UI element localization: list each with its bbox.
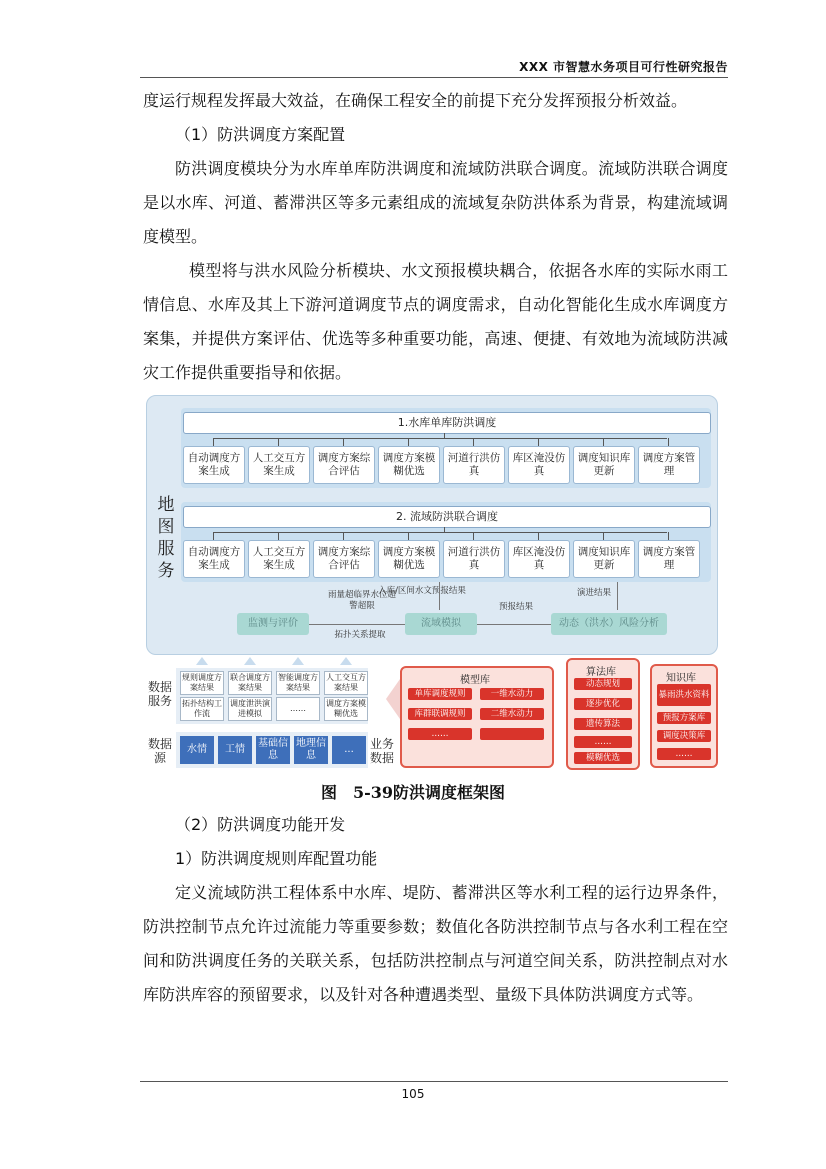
map-service-panel [146, 395, 718, 655]
up-arrow-icon [244, 657, 256, 665]
algorithm-library-title: 算法库 [586, 667, 616, 678]
figure-caption: 图 5-39防洪调度框架图 [320, 783, 506, 802]
data-source-box: 地理信息 [294, 736, 328, 764]
flood-risk-analysis-box: 动态（洪水）风险分析 [551, 613, 667, 635]
knowledge-library-title: 知识库 [666, 673, 696, 684]
connector [538, 532, 539, 540]
algorithm-item: …… [574, 736, 632, 748]
connector [213, 532, 214, 540]
section-heading-2: （2）防洪调度功能开发 [175, 815, 346, 834]
dispatch-module-box: 调度方案综合评估 [313, 446, 375, 484]
report-header-title: XXX 市智慧水务项目可行性研究报告 [519, 60, 728, 74]
up-arrow-icon [292, 657, 304, 665]
data-source-box: 工情 [218, 736, 252, 764]
model-item: 库群联调规则 [408, 708, 472, 720]
connector [617, 582, 618, 610]
footer-divider [140, 1081, 728, 1082]
dispatch-module-box: 河道行洪仿真 [443, 446, 505, 484]
model-item: 一维水动力 [480, 688, 544, 700]
paragraph-3: 定义流域防洪工程体系中水库、堤防、蓄滞洪区等水利工程的运行边界条件，防洪控制节点允许过流能力等重要参数；数值化各防洪控制节点与各水利工程在空间和防洪调度任务的关联关系，包括防洪控制点与河道空间关系，防洪控制点对水库防洪库容的预留要求，以及针对各种遭遇类型、量级下具体防洪调度方式等。 [143, 883, 728, 1004]
single-reservoir-title: 1.水库单库防洪调度 [183, 412, 711, 434]
page-number: 105 [401, 1087, 425, 1101]
data-service-box: 人工交互方案结果 [324, 671, 368, 695]
knowledge-library-panel [650, 664, 718, 768]
dispatch-module-box: 调度方案模糊优选 [378, 446, 440, 484]
topology-extract-label: 拓扑关系提取 [334, 630, 386, 640]
data-source-box: 水情 [180, 736, 214, 764]
rain-threshold-label: 雨量超临界水位超警超限 [327, 590, 396, 611]
dispatch-module-box: 调度方案管理 [638, 540, 700, 578]
subsection-heading: 1）防洪调度规则库配置功能 [175, 849, 378, 868]
data-service-box: 联合调度方案结果 [228, 671, 272, 695]
paragraph-continuation: 度运行规程发挥最大效益，在确保工程安全的前提下充分发挥预报分析效益。 [143, 91, 688, 110]
connector [477, 624, 551, 625]
data-service-box: 调度方案模糊优选 [324, 697, 368, 721]
connector [408, 532, 409, 540]
connector [668, 438, 669, 446]
connector [213, 532, 667, 533]
dispatch-module-box: 河道行洪仿真 [443, 540, 505, 578]
connector [343, 438, 344, 446]
algorithm-item: 逐步优化 [574, 698, 632, 710]
dispatch-module-box: 库区淹没仿真 [508, 540, 570, 578]
single-reservoir-group [181, 408, 711, 488]
data-service-box: 规则调度方案结果 [180, 671, 224, 695]
data-service-box: 拓扑结构工作流 [180, 697, 224, 721]
model-item: …… [408, 728, 472, 740]
connector [278, 532, 279, 540]
basin-joint-group [181, 502, 711, 582]
data-service-box: 调度泄洪演进模拟 [228, 697, 272, 721]
connector [213, 438, 667, 439]
data-service-box: 智能调度方案结果 [276, 671, 320, 695]
algorithm-library-panel [566, 658, 640, 770]
connector [439, 582, 440, 610]
forecast-result-label: 预报结果 [498, 602, 533, 612]
routing-result-label: 演进结果 [576, 588, 611, 598]
model-library-panel [400, 666, 554, 768]
dispatch-module-box: 调度方案管理 [638, 446, 700, 484]
connector [473, 438, 474, 446]
knowledge-item: 调度决策库 [657, 730, 711, 742]
dispatch-module-box: 自动调度方案生成 [183, 446, 245, 484]
connector [278, 438, 279, 446]
data-service-label: 数据服务 [147, 680, 172, 708]
flood-dispatch-framework-diagram [146, 395, 718, 773]
knowledge-item: 预报方案库 [657, 712, 711, 724]
data-source-label: 数据源 [147, 737, 172, 765]
dispatch-module-box: 调度知识库更新 [573, 540, 635, 578]
section-heading-1: （1）防洪调度方案配置 [175, 125, 346, 144]
algorithm-item: 遗传算法 [574, 718, 632, 730]
data-source-box: 基础信息 [256, 736, 290, 764]
dispatch-module-box: 调度知识库更新 [573, 446, 635, 484]
connector [386, 679, 400, 719]
data-service-box: …… [276, 697, 320, 721]
algorithm-item: 动态规划 [574, 678, 632, 690]
connector [668, 532, 669, 540]
connector [343, 532, 344, 540]
connector [309, 624, 405, 625]
connector [408, 438, 409, 446]
connector [213, 438, 214, 446]
map-service-title: 地图服务 [157, 495, 175, 581]
model-item: 单库调度规则 [408, 688, 472, 700]
up-arrow-icon [340, 657, 352, 665]
dispatch-module-box: 人工交互方案生成 [248, 540, 310, 578]
dispatch-module-box: 库区淹没仿真 [508, 446, 570, 484]
inflow-forecast-label: 入库/区间水文预报结果 [378, 586, 466, 596]
paragraph-2: 模型将与洪水风险分析模块、水文预报模块耦合，依据各水库的实际水雨工情信息、水库及其上下游河道调度节点的调度需求，自动化智能化生成水库调度方案集，并提供方案评估、优选等多种重要功能，高速、便捷、有效地为流域防洪减灾工作提供重要指导和依据。 [143, 261, 728, 382]
model-item: 二维水动力 [480, 708, 544, 720]
basin-simulation-box: 流域模拟 [405, 613, 477, 635]
up-arrow-icon [196, 657, 208, 665]
dispatch-module-box: 自动调度方案生成 [183, 540, 245, 578]
model-library-title: 模型库 [460, 675, 490, 686]
model-item [480, 728, 544, 740]
connector [603, 438, 604, 446]
monitor-evaluate-box: 监测与评价 [237, 613, 309, 635]
data-source-box: ... [332, 736, 366, 764]
dispatch-module-box: 调度方案综合评估 [313, 540, 375, 578]
dispatch-module-box: 人工交互方案生成 [248, 446, 310, 484]
connector [473, 532, 474, 540]
basin-joint-title: 2. 流域防洪联合调度 [183, 506, 711, 528]
knowledge-item: …… [657, 748, 711, 760]
connector [538, 438, 539, 446]
paragraph-1: 防洪调度模块分为水库单库防洪调度和流域防洪联合调度。流域防洪联合调度是以水库、河道、蓄滞洪区等多元素组成的流域复杂防洪体系为背景，构建流域调度模型。 [143, 159, 728, 246]
connector [603, 532, 604, 540]
business-data-label: 业务数据 [369, 737, 394, 765]
header-divider [140, 77, 728, 78]
dispatch-module-box: 调度方案模糊优选 [378, 540, 440, 578]
knowledge-item: 暴雨洪水资料 [657, 684, 711, 706]
algorithm-item: 模糊优选 [574, 752, 632, 764]
